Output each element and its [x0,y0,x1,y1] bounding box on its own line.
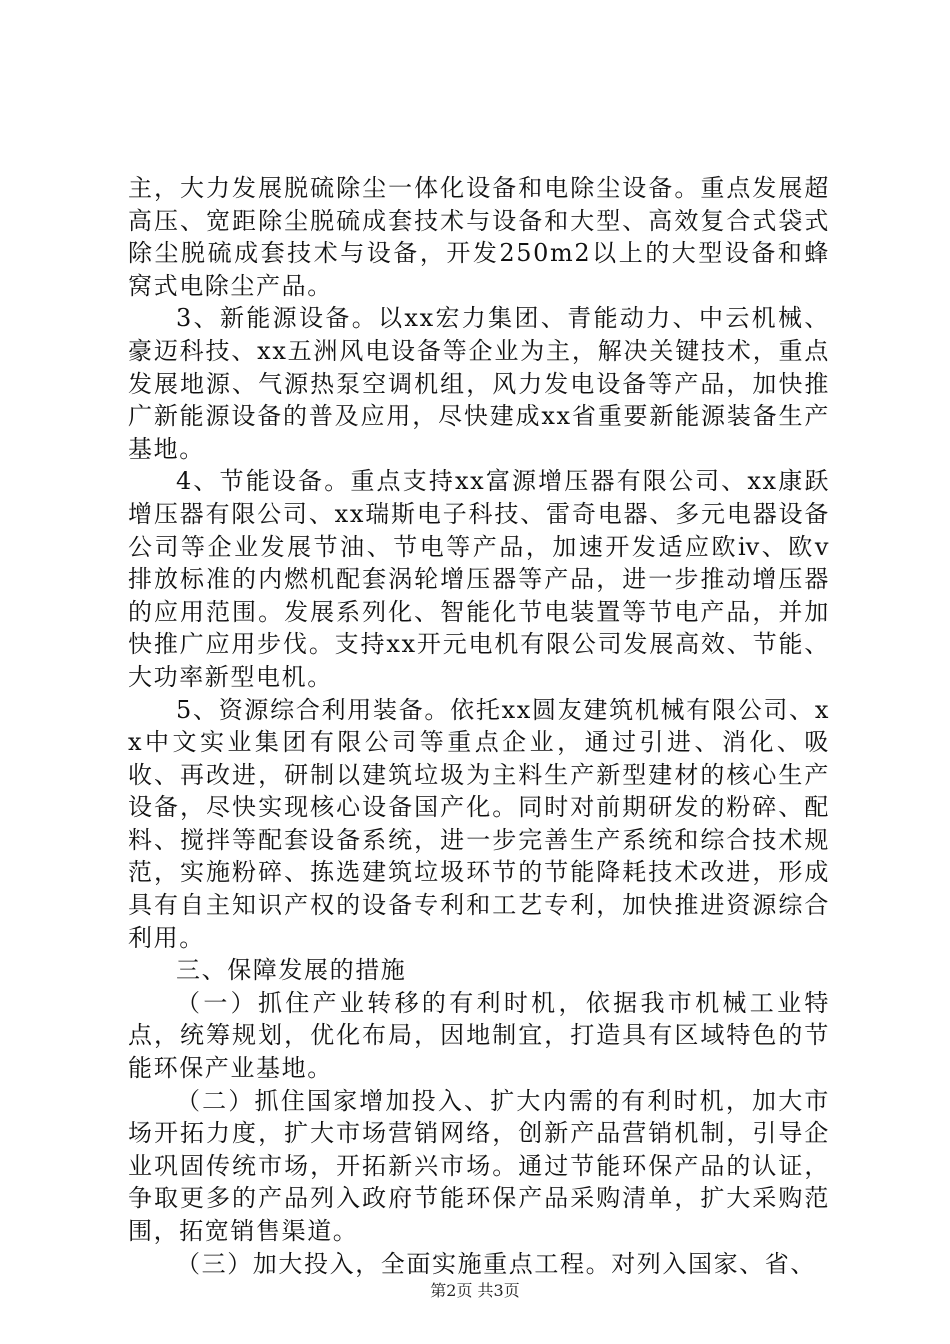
paragraph-measure-2: （二）抓住国家增加投入、扩大内需的有利时机，加大市场开拓力度，扩大市场营销网络，创新产品营销机制，引导企业巩固传统市场，开拓新兴市场。通过节能环保产品的认证，争取更多的产品列入政府节能环保产品采购清单，扩大采购范围，拓宽销售渠道。 [128,1086,830,1245]
paragraph-measure-3: （三）加大投入，全面实施重点工程。对列入国家、省、 [176,1249,816,1278]
paragraph-energy-saving-equipment: 4、节能设备。重点支持xx富源增压器有限公司、xx康跃增压器有限公司、xx瑞斯电子科技、雷奇电器、多元电器设备公司等企业发展节油、节电等产品，加速开发适应欧ⅳ、欧ⅴ排放标准的内燃机配套涡轮增压器等产品，进一步推动增压器的应用范围。发展系列化、智能化节电装置等节电产品，并加快推广应用步伐。支持xx开元电机有限公司发展高效、节能、大功率新型电机。 [128,467,830,691]
paragraph-measure-1: （一）抓住产业转移的有利时机，依据我市机械工业特点，统筹规划，优化布局，因地制宜，打造具有区域特色的节能环保产业基地。 [128,988,830,1083]
document-body [128,172,830,1280]
section-heading-measures: 三、保障发展的措施 [176,956,407,985]
page-footer: 第2页 共3页 [430,1281,520,1300]
paragraph-continuation: 主，大力发展脱硫除尘一体化设备和电除尘设备。重点发展超高压、宽距除尘脱硫成套技术与设备和大型、高效复合式袋式除尘脱硫成套技术与设备，开发250m2以上的大型设备和蜂窝式电除尘产品。 [128,174,830,300]
paragraph-new-energy-equipment: 3、新能源设备。以xx宏力集团、青能动力、中云机械、豪迈科技、xx五洲风电设备等企业为主，解决关键技术，重点发展地源、气源热泵空调机组，风力发电设备等产品，加快推广新能源设备的普及应用，尽快建成xx省重要新能源装备生产基地。 [128,304,830,463]
paragraph-resource-utilization: 5、资源综合利用装备。依托xx圆友建筑机械有限公司、xx中文实业集团有限公司等重点企业，通过引进、消化、吸收、再改进，研制以建筑垃圾为主料生产新型建材的核心生产设备，尽快实现核心设备国产化。同时对前期研发的粉碎、配料、搅拌等配套设备系统，进一步完善生产系统和综合技术规范，实施粉碎、拣选建筑垃圾环节的节能降耗技术改进，形成具有自主知识产权的设备专利和工艺专利，加快推进资源综合利用。 [128,695,830,952]
